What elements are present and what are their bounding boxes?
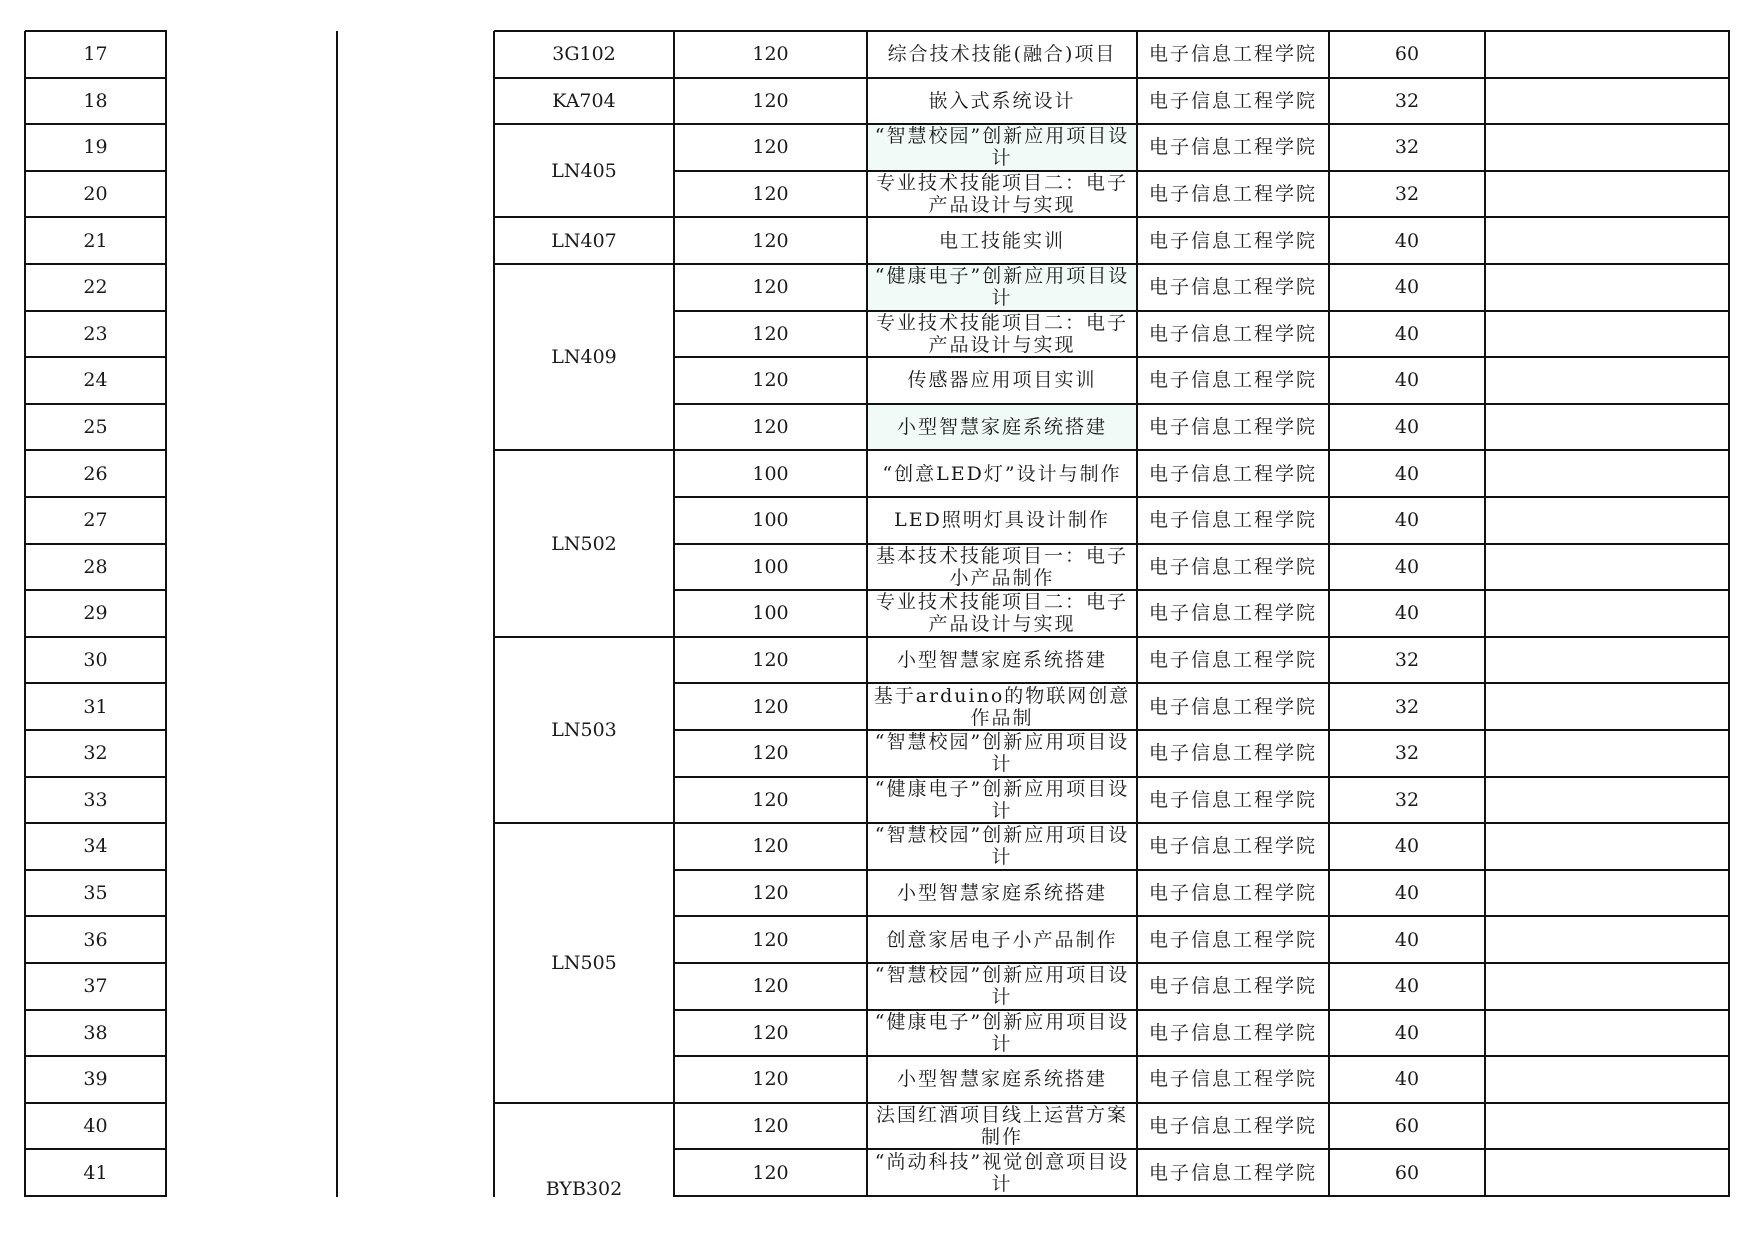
hours-cell: 32 xyxy=(1394,136,1420,159)
row-number: 26 xyxy=(83,462,108,485)
college-cell: 电子信息工程学院 xyxy=(1148,602,1317,625)
row-border xyxy=(674,496,1730,498)
column-border xyxy=(336,31,338,1197)
course-name-cell: 基本技术技能项目一：电子小产品制作 xyxy=(875,544,1128,589)
college-cell: 电子信息工程学院 xyxy=(1148,1021,1317,1044)
course-name-cell: 小型智慧家庭系统搭建 xyxy=(896,1068,1107,1091)
hours-cell: 40 xyxy=(1394,276,1420,299)
hours-cell: 32 xyxy=(1394,183,1420,206)
note-cell xyxy=(1485,1010,1729,1057)
row-border xyxy=(674,589,1730,591)
room-cell: LN502 xyxy=(551,532,617,555)
note-cell xyxy=(1485,497,1729,544)
hours-cell: 40 xyxy=(1394,928,1420,951)
capacity-cell: 120 xyxy=(752,788,789,811)
row-number: 30 xyxy=(83,649,108,672)
row-border xyxy=(25,123,167,125)
row-border xyxy=(674,543,1730,545)
capacity-cell: 120 xyxy=(752,43,789,66)
note-cell xyxy=(1485,78,1729,125)
hours-cell: 40 xyxy=(1394,229,1420,252)
row-number: 36 xyxy=(83,928,108,951)
college-cell: 电子信息工程学院 xyxy=(1148,835,1317,858)
capacity-cell: 120 xyxy=(752,975,789,998)
row-border xyxy=(25,1102,167,1104)
column-border xyxy=(1136,31,1138,1197)
note-cell xyxy=(1485,777,1729,824)
college-cell: 电子信息工程学院 xyxy=(1148,462,1317,485)
course-name-cell: “智慧校园”创新应用项目设计 xyxy=(867,124,1137,171)
note-cell xyxy=(1485,683,1729,730)
row-border xyxy=(25,822,167,824)
room-border xyxy=(494,123,675,125)
row-border xyxy=(25,310,167,312)
capacity-cell: 120 xyxy=(752,276,789,299)
note-cell xyxy=(1485,264,1729,311)
course-name-cell: 综合技术技能(融合)项目 xyxy=(887,43,1117,66)
row-number: 23 xyxy=(83,322,108,345)
row-border xyxy=(674,263,1730,265)
course-name-cell: “智慧校园”创新应用项目设计 xyxy=(874,731,1130,776)
hours-cell: 40 xyxy=(1394,1021,1420,1044)
course-name-cell: 创意家居电子小产品制作 xyxy=(886,928,1118,951)
capacity-cell: 120 xyxy=(752,928,789,951)
row-border xyxy=(674,1055,1730,1057)
row-border xyxy=(25,216,167,218)
row-number: 25 xyxy=(83,416,108,439)
room-border xyxy=(494,822,675,824)
college-cell: 电子信息工程学院 xyxy=(1148,788,1317,811)
row-number: 32 xyxy=(83,742,108,765)
course-name-cell: 基于arduino的物联网创意作品制 xyxy=(873,684,1131,729)
capacity-cell: 120 xyxy=(752,416,789,439)
capacity-cell: 120 xyxy=(752,1068,789,1091)
room-border xyxy=(494,449,675,451)
college-cell: 电子信息工程学院 xyxy=(1148,695,1317,718)
room-border xyxy=(494,77,675,79)
hours-cell: 60 xyxy=(1394,43,1420,66)
hours-cell: 40 xyxy=(1394,462,1420,485)
row-border xyxy=(674,30,1730,32)
note-cell xyxy=(1485,1149,1729,1196)
capacity-cell: 100 xyxy=(752,555,789,578)
row-number: 34 xyxy=(83,835,108,858)
hours-cell: 40 xyxy=(1394,555,1420,578)
course-name-cell: 专业技术技能项目二：电子产品设计与实现 xyxy=(875,591,1128,636)
college-cell: 电子信息工程学院 xyxy=(1148,183,1317,206)
room-cell: 3G102 xyxy=(552,43,616,66)
college-cell: 电子信息工程学院 xyxy=(1148,43,1317,66)
row-number: 31 xyxy=(83,695,108,718)
college-cell: 电子信息工程学院 xyxy=(1148,369,1317,392)
hours-cell: 40 xyxy=(1394,975,1420,998)
row-border xyxy=(25,915,167,917)
row-border xyxy=(674,356,1730,358)
course-name-cell: “智慧校园”创新应用项目设计 xyxy=(874,824,1130,869)
row-border xyxy=(674,310,1730,312)
capacity-cell: 120 xyxy=(752,742,789,765)
row-border xyxy=(674,822,1730,824)
college-cell: 电子信息工程学院 xyxy=(1148,89,1317,112)
course-name-cell: 小型智慧家庭系统搭建 xyxy=(896,649,1107,672)
hours-cell: 32 xyxy=(1394,695,1420,718)
course-name-cell: “尚动科技”视觉创意项目设计 xyxy=(874,1150,1130,1195)
room-cell: LN407 xyxy=(551,229,617,252)
hours-cell: 60 xyxy=(1394,1115,1420,1138)
capacity-cell: 120 xyxy=(752,1021,789,1044)
row-border xyxy=(674,636,1730,638)
row-border xyxy=(25,403,167,405)
note-cell xyxy=(1485,124,1729,171)
row-border xyxy=(674,123,1730,125)
row-border xyxy=(674,449,1730,451)
row-border xyxy=(25,869,167,871)
note-cell xyxy=(1485,1056,1729,1103)
course-name-cell: 法国红酒项目线上运营方案制作 xyxy=(875,1104,1128,1149)
course-name-cell: 小型智慧家庭系统搭建 xyxy=(867,404,1137,451)
college-cell: 电子信息工程学院 xyxy=(1148,882,1317,905)
hours-cell: 32 xyxy=(1394,649,1420,672)
note-cell xyxy=(1485,171,1729,218)
hours-cell: 40 xyxy=(1394,602,1420,625)
note-cell xyxy=(1485,544,1729,591)
row-number: 38 xyxy=(83,1021,108,1044)
row-border xyxy=(674,869,1730,871)
column-border xyxy=(866,31,868,1197)
row-border xyxy=(25,1009,167,1011)
hours-cell: 40 xyxy=(1394,1068,1420,1091)
college-cell: 电子信息工程学院 xyxy=(1148,322,1317,345)
row-number: 21 xyxy=(83,229,108,252)
column-border xyxy=(493,31,495,1197)
hours-cell: 60 xyxy=(1394,1161,1420,1184)
row-border xyxy=(25,729,167,731)
room-cell: LN405 xyxy=(551,159,617,182)
row-border xyxy=(25,30,167,32)
college-cell: 电子信息工程学院 xyxy=(1148,509,1317,532)
capacity-cell: 120 xyxy=(752,1161,789,1184)
course-name-cell: 电工技能实训 xyxy=(938,229,1065,252)
row-border xyxy=(25,170,167,172)
college-cell: 电子信息工程学院 xyxy=(1148,649,1317,672)
row-border xyxy=(674,682,1730,684)
note-cell xyxy=(1485,1103,1729,1150)
room-border xyxy=(494,636,675,638)
row-border xyxy=(674,1148,1730,1150)
row-border xyxy=(674,216,1730,218)
row-border xyxy=(674,170,1730,172)
column-border xyxy=(1328,31,1330,1197)
college-cell: 电子信息工程学院 xyxy=(1148,276,1317,299)
row-border xyxy=(25,682,167,684)
row-border xyxy=(674,1009,1730,1011)
row-number: 39 xyxy=(83,1068,108,1091)
capacity-cell: 120 xyxy=(752,369,789,392)
hours-cell: 32 xyxy=(1394,742,1420,765)
course-name-cell: 专业技术技能项目二：电子产品设计与实现 xyxy=(875,311,1128,356)
room-cell: KA704 xyxy=(552,89,616,112)
note-cell xyxy=(1485,217,1729,264)
note-cell xyxy=(1485,870,1729,917)
course-name-cell: “健康电子”创新应用项目设计 xyxy=(867,264,1137,311)
course-name-cell: “健康电子”创新应用项目设计 xyxy=(874,1010,1130,1055)
hours-cell: 32 xyxy=(1394,89,1420,112)
note-cell xyxy=(1485,637,1729,684)
row-number: 37 xyxy=(83,975,108,998)
room-border xyxy=(494,1102,675,1104)
hours-cell: 40 xyxy=(1394,509,1420,532)
row-number: 17 xyxy=(83,43,108,66)
hours-cell: 40 xyxy=(1394,369,1420,392)
row-number: 28 xyxy=(83,555,108,578)
row-number: 33 xyxy=(83,788,108,811)
course-name-cell: 小型智慧家庭系统搭建 xyxy=(896,882,1107,905)
college-cell: 电子信息工程学院 xyxy=(1148,742,1317,765)
hours-cell: 40 xyxy=(1394,416,1420,439)
row-border xyxy=(25,496,167,498)
note-cell xyxy=(1485,963,1729,1010)
column-border xyxy=(1728,31,1730,1197)
college-cell: 电子信息工程学院 xyxy=(1148,1068,1317,1091)
row-border xyxy=(25,543,167,545)
room-cell: LN409 xyxy=(551,346,617,369)
row-border xyxy=(674,776,1730,778)
hours-cell: 40 xyxy=(1394,835,1420,858)
row-border xyxy=(25,1148,167,1150)
row-border xyxy=(674,729,1730,731)
note-cell xyxy=(1485,450,1729,497)
capacity-cell: 120 xyxy=(752,695,789,718)
course-name-cell: LED照明灯具设计制作 xyxy=(894,509,1110,532)
course-name-cell: 专业技术技能项目二：电子产品设计与实现 xyxy=(875,172,1128,217)
college-cell: 电子信息工程学院 xyxy=(1148,928,1317,951)
room-cell: LN503 xyxy=(551,718,617,741)
course-name-cell: “创意LED灯”设计与制作 xyxy=(882,462,1122,485)
college-cell: 电子信息工程学院 xyxy=(1148,975,1317,998)
row-border xyxy=(25,636,167,638)
hours-cell: 32 xyxy=(1394,788,1420,811)
column-border xyxy=(24,31,26,1197)
row-border xyxy=(674,915,1730,917)
row-border xyxy=(25,776,167,778)
capacity-cell: 100 xyxy=(752,462,789,485)
column-border xyxy=(673,31,675,1197)
note-cell xyxy=(1485,730,1729,777)
row-border xyxy=(25,449,167,451)
note-cell xyxy=(1485,590,1729,637)
note-cell xyxy=(1485,357,1729,404)
capacity-cell: 120 xyxy=(752,882,789,905)
row-border xyxy=(25,77,167,79)
course-name-cell: “智慧校园”创新应用项目设计 xyxy=(874,964,1130,1009)
row-number: 27 xyxy=(83,509,108,532)
note-cell xyxy=(1485,404,1729,451)
room-border xyxy=(494,30,675,32)
column-border xyxy=(1484,31,1486,1197)
row-number: 19 xyxy=(83,136,108,159)
capacity-cell: 120 xyxy=(752,835,789,858)
course-name-cell: “健康电子”创新应用项目设计 xyxy=(874,777,1130,822)
note-cell xyxy=(1485,823,1729,870)
room-border xyxy=(494,216,675,218)
row-border xyxy=(25,356,167,358)
row-border xyxy=(674,1195,1730,1197)
row-border xyxy=(674,1102,1730,1104)
row-number: 20 xyxy=(83,183,108,206)
row-border xyxy=(25,962,167,964)
row-number: 22 xyxy=(83,276,108,299)
row-border xyxy=(674,77,1730,79)
capacity-cell: 120 xyxy=(752,136,789,159)
college-cell: 电子信息工程学院 xyxy=(1148,1115,1317,1138)
note-cell xyxy=(1485,916,1729,963)
hours-cell: 40 xyxy=(1394,882,1420,905)
capacity-cell: 120 xyxy=(752,229,789,252)
row-border xyxy=(674,403,1730,405)
row-number: 41 xyxy=(83,1161,108,1184)
capacity-cell: 120 xyxy=(752,89,789,112)
room-cell: BYB302 xyxy=(545,1177,623,1196)
room-cell: LN505 xyxy=(551,951,617,974)
row-border xyxy=(25,263,167,265)
course-name-cell: 传感器应用项目实训 xyxy=(907,369,1097,392)
capacity-cell: 120 xyxy=(752,322,789,345)
row-number: 24 xyxy=(83,369,108,392)
college-cell: 电子信息工程学院 xyxy=(1148,1161,1317,1184)
row-border xyxy=(25,1195,167,1197)
row-border xyxy=(25,1055,167,1057)
capacity-cell: 120 xyxy=(752,183,789,206)
note-cell xyxy=(1485,31,1729,78)
capacity-cell: 100 xyxy=(752,509,789,532)
row-number: 40 xyxy=(83,1115,108,1138)
row-border xyxy=(674,962,1730,964)
college-cell: 电子信息工程学院 xyxy=(1148,229,1317,252)
room-border xyxy=(494,263,675,265)
college-cell: 电子信息工程学院 xyxy=(1148,136,1317,159)
row-number: 35 xyxy=(83,882,108,905)
row-border xyxy=(25,589,167,591)
course-name-cell: 嵌入式系统设计 xyxy=(928,89,1076,112)
row-number: 18 xyxy=(83,89,108,112)
row-number: 29 xyxy=(83,602,108,625)
college-cell: 电子信息工程学院 xyxy=(1148,416,1317,439)
capacity-cell: 120 xyxy=(752,649,789,672)
capacity-cell: 100 xyxy=(752,602,789,625)
college-cell: 电子信息工程学院 xyxy=(1148,555,1317,578)
note-cell xyxy=(1485,311,1729,358)
column-border xyxy=(165,31,167,1197)
hours-cell: 40 xyxy=(1394,322,1420,345)
capacity-cell: 120 xyxy=(752,1115,789,1138)
